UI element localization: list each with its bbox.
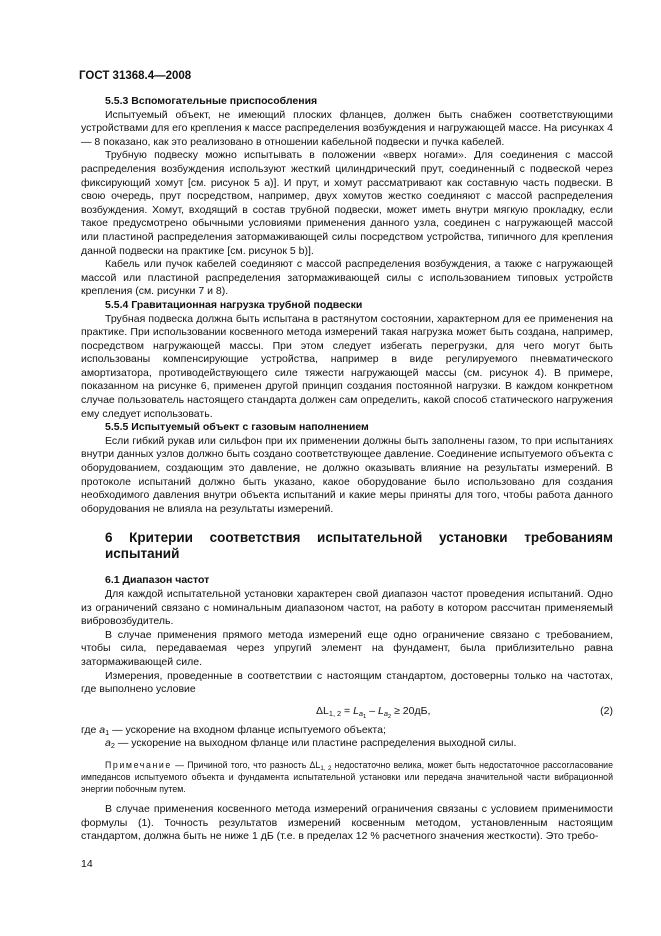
subsection-5-5-3-title: 5.5.3 Вспомогательные приспособления [105, 95, 318, 107]
subsection-6-1-title: 6.1 Диапазон частот [105, 574, 210, 587]
subsection-5-5-5-title: 5.5.5 Испытуемый объект с газовым наполнением [105, 421, 369, 434]
paragraph: Для каждой испытательной установки характерен свой диапазон частот проведения испытаний. Одно из ограничений связано с номинальным диапазоном частот, на работу в котором рассчитан применяемый вибровозбудитель. [81, 588, 613, 628]
paragraph: В случае применения прямого метода измерений еще одно ограничение связано с требованием, чтобы сила, передаваемая через упругий элемент на фундамент, была приблизительно равна затормаживающей силе. [81, 628, 613, 668]
where-clause-a2: $a_2$ — ускорение на выходном фланце или пластине распределения выходной силы. [105, 737, 517, 751]
paragraph: Измерения, проведенные в соответствии с настоящим стандартом, достоверны только на частотах, где выполнено условие [81, 669, 613, 696]
paragraph: Трубную подвеску можно испытывать в положении «вверх ногами». Для соединения с массой распределения возбуждения используют жесткий цилиндрический прут, соединенный с подвеской через фиксирующий хомут [см. рисунок 5 а)]. И прут, и хомут рассматривают как составную часть подвески. В свою очередь, прут посредством, например, двух хомутов жестко соединяют с массой распределения возбуждения. Хомут, входящий в состав трубной подвески, может иметь внутри мягкую прокладку, если такое предусмотрено обычными условиями применения данного узла, соединен с нагружающей массой или пластиной распределения затормаживающей силы посредством устройства, типичного для крепления данной подвески на практике [см. рисунок 5 b)]. [81, 149, 613, 257]
paragraph: Трубная подвеска должна быть испытана в растянутом состоянии, характерном для ее применения на практике. При использовании косвенного метода измерений такая нагрузка может быть создана, например, посредством нагружающей массы. При этом следует избегать перегрузки, для чего могут быть использованы компенсирующие устройства, например в виде регулируемого пневматического амортизатора, противодействующего силе тяжести нагружающей массы (см. рисунок 4). В примере, показанном на рисунке 6, применен другой принцип создания постоянной нагрузки. В каждом конкретном случае пользователь настоящего стандарта должен сам определить, какой способ статического нагружения ему следует использовать. [81, 312, 613, 420]
formula-expression: $\Delta L_{1, 2} = L_{a_1} - L_{a_2} \ge 20дБ$, [316, 704, 431, 720]
paragraph: В случае применения косвенного метода измерений ограничения связаны с условием применимости формулы (1). Точность результатов измерений косвенным методом, установленным настоящим стандартом, должна быть не ниже 1 дБ (т.е. в пределах 12 % расчетного значения жесткости). Это требо- [81, 802, 613, 843]
page-number: 14 [81, 858, 93, 870]
note-label: Примечание [105, 759, 172, 770]
formula-number: (2) [600, 704, 613, 717]
formula-2 [81, 703, 613, 721]
section-6-title: 6 Критерии соответствия испытательной установки требованиям испытаний [105, 530, 613, 562]
note: Примечание — Причиной того, что разность $\Delta L_{1, 2}$ недостаточно велика, может быть недостаточное рассогласование импедансов испытуемого объекта и фундамента испытательной установки или передача значительной части вибрационной энергии побочным путем. [81, 759, 613, 794]
document-body [81, 95, 613, 844]
where-clause-a1: где $a_1$ — ускорение на входном фланце испытуемого объекта; [81, 723, 386, 737]
paragraph: Испытуемый объект, не имеющий плоских фланцев, должен быть снабжен соответствующими устройствами для его крепления к массе распределения возбуждения и нагружающей массе. На рисунках 4 — 8 показано, как это реализовано в отношении кабельной подвески и пучка кабелей. [81, 108, 613, 148]
document-header: ГОСТ 31368.4—2008 [79, 70, 192, 82]
paragraph: Если гибкий рукав или сильфон при их применении должны быть заполнены газом, то при испытаниях внутри данных узлов должно быть создано соответствующее давление. Соединение испытуемого объекта с оборудованием, создающим это давление, не должно оказывать влияние на результаты измерений. В протоколе испытаний должно быть указано, какое оборудование было использовано для создания необходимого давления внутри объекта испытаний и какие меры приняты для того, чтобы работа данного оборудования не влияла на результаты измерений. [81, 434, 613, 515]
paragraph: Кабель или пучок кабелей соединяют с массой распределения возбуждения, а также с нагружающей массой или пластиной распределения затормаживающей силы с использованием типовых устройств крепления (см. рисунки 7 и 8). [81, 258, 613, 298]
subsection-5-5-4-title: 5.5.4 Гравитационная нагрузка трубной подвески [105, 298, 363, 311]
